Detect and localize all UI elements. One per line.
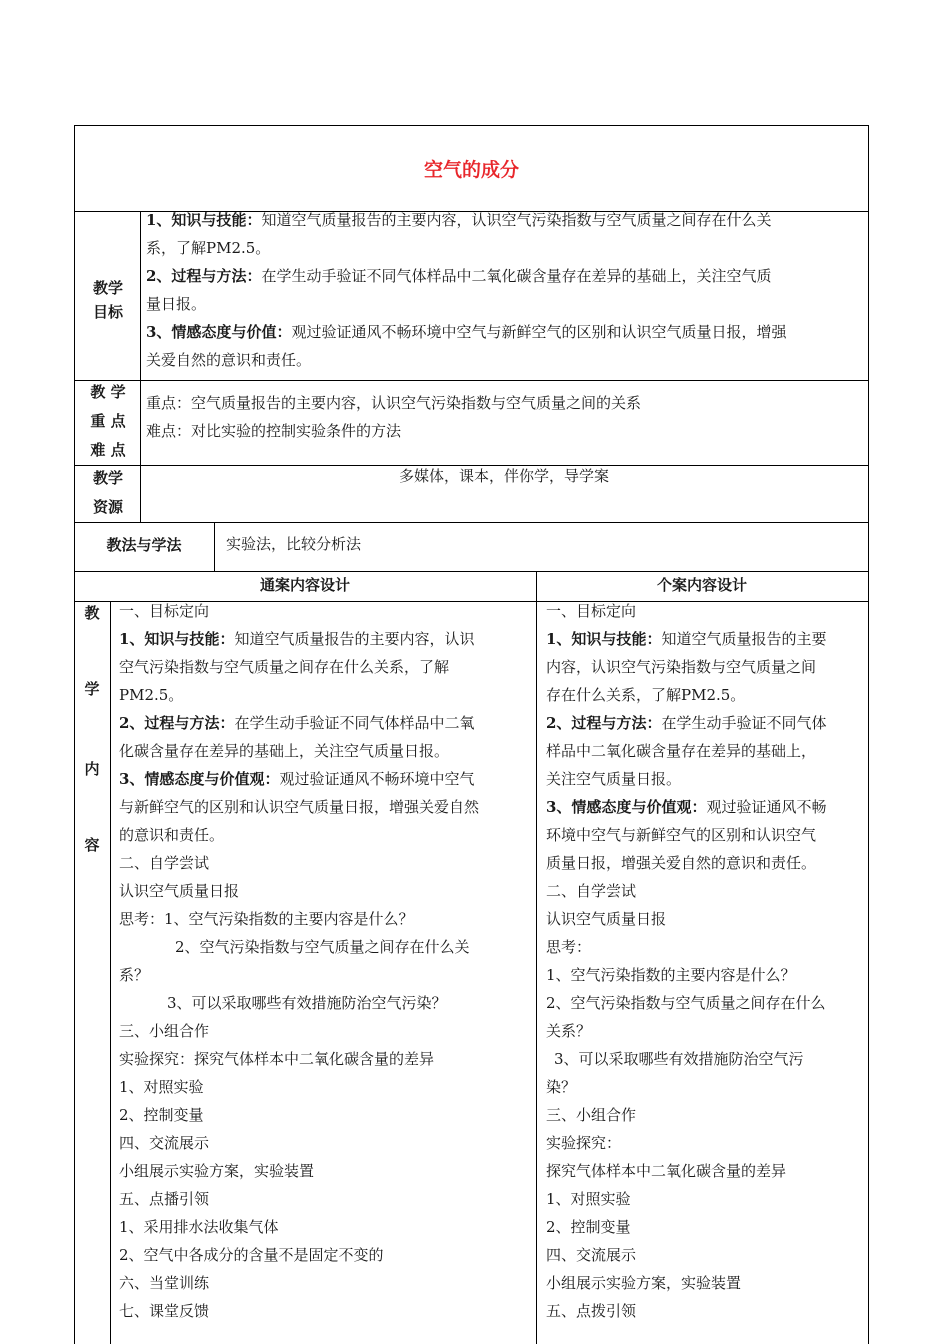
- resources-text: 多媒体，课本，伴你学，导学案: [398, 467, 609, 485]
- page-title: 空气的成分: [423, 159, 519, 181]
- objective-emotion: 3、情感态度与价值：观过验证通风不畅环境中空气与新鲜空气的区别和认识空气质量日报，增强 关爱自然的意识和责任。: [146, 323, 787, 369]
- rule-after-resources: [74, 522, 869, 523]
- column-head-general: 通案内容设计: [259, 576, 350, 594]
- content-label-3: 内: [84, 760, 100, 778]
- keypoints-label: 教 学 重 点 难 点: [90, 383, 126, 459]
- rule-after-objectives: [74, 380, 869, 381]
- objective-knowledge: 1、知识与技能：知道空气质量报告的主要内容，认识空气污染指数与空气质量之间存在什么关 系，了解PM2.5。: [146, 211, 772, 257]
- border-right: [868, 125, 869, 1344]
- objectives-label: 教学 目标: [92, 279, 123, 321]
- methods-divider: [214, 522, 215, 571]
- general-content: 一、目标定向 1、知识与技能：知道空气质量报告的主要内容，认识 空气污染指数与空气质量之间存在什么关系，了解 PM2.5。 2、过程与方法：在学生动手验证不同气体样品中二氧 化碳含量存在差异的基础上，关注空气质量日报。 3、情感态度与价值观：观过验证通风不畅环境中空气 与新鲜空气的区别和认识空气质量日报，增强关爱自然 的意识和责任。 二、自学尝试 认识空气质量日报 思考：1、空气污染指数的主要内容是什么？ 2、空气污染指数与空气质量之间存在什么关 系？ 3、可以采取哪些有效措施防治空气污染？ 三、小组合作 实验探究：探究气体样本中二氧化碳含量的差异 1、对照实验 2、控制变量 四、交流展示 小组展示实验方案，实验装置 五、点播引领 1、采用排水法收集气体 2、空气中各成分的含量不是固定不变的 六、当堂训练 七、课堂反馈: [119, 602, 480, 1320]
- content-label-4: 容: [84, 836, 100, 854]
- content-label-divider: [110, 601, 111, 1344]
- resources-label: 教学 资源: [92, 469, 123, 516]
- keypoints-text: 重点：空气质量报告的主要内容，认识空气污染指数与空气质量之间的关系 难点：对比实验的控制实验条件的方法: [146, 394, 642, 440]
- border-top: [74, 125, 869, 126]
- content-label-2: 学: [84, 680, 100, 698]
- individual-content: 一、目标定向 1、知识与技能：知道空气质量报告的主要 内容，认识空气污染指数与空气质量之间 存在什么关系，了解PM2.5。 2、过程与方法：在学生动手验证不同气体 样品中二氧化碳含量存在差异的基础上， 关注空气质量日报。 3、情感态度与价值观：观过验证通风不畅 环境中空气与新鲜空气的区别和认识空气 质量日报，增强关爱自然的意识和责任。 二、自学尝试 认识空气质量日报 思考： 1、空气污染指数的主要内容是什么？ 2、空气污染指数与空气质量之间存在什么 关系？ 3、可以采取哪些有效措施防治空气污 染？ 三、小组合作 实验探究： 探究气体样本中二氧化碳含量的差异 1、对照实验 2、控制变量 四、交流展示 小组展示实验方案，实验装置 五、点拨引领: [546, 602, 827, 1320]
- objective-process: 2、过程与方法：在学生动手验证不同气体样品中二氧化碳含量存在差异的基础上，关注空气质 量日报。: [146, 267, 772, 313]
- content-label-1: 教: [84, 604, 100, 622]
- border-left: [74, 125, 75, 1344]
- column-head-individual: 个案内容设计: [656, 576, 747, 594]
- methods-text: 实验法，比较分析法: [226, 535, 362, 553]
- methods-label: 教法与学法: [106, 536, 182, 554]
- column-divider: [536, 571, 537, 1344]
- label-col-divider: [140, 211, 141, 522]
